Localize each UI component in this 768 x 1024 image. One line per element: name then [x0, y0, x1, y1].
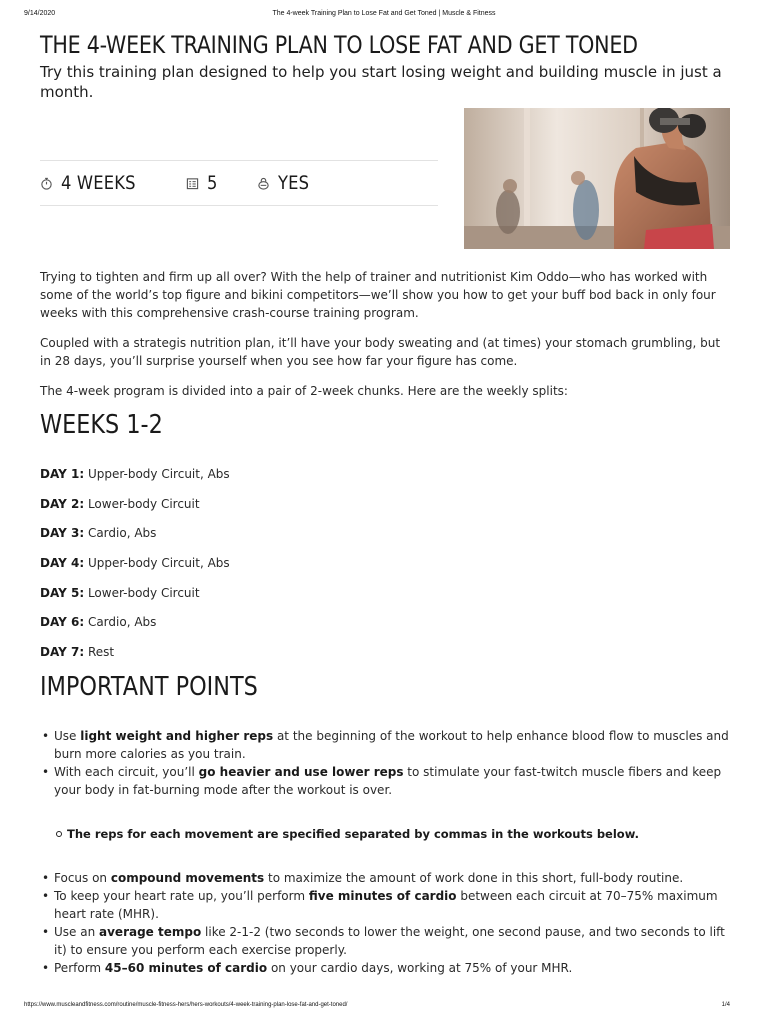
point-text: Use — [54, 729, 81, 743]
point-emphasis: five minutes of cardio — [308, 889, 457, 903]
point-text: Perform — [54, 961, 105, 975]
intro-paragraph-1: Trying to tighten and firm up all over? With the help of trainer and nutritionist Kim Oddo—who has worked with some of the world’s top figure and bikini competitors—we’ll show you how to get your buff bod back in only four weeks with this comprehensive crash-course training program. — [40, 270, 716, 320]
point-emphasis: average tempo — [99, 925, 202, 939]
point-emphasis: compound movements — [110, 871, 265, 885]
day-label: DAY 7: — [40, 645, 85, 660]
point-text: to maximize the amount of work done in this short, full-body routine. — [264, 871, 684, 885]
day-plan: Lower-body Circuit — [87, 496, 200, 511]
hero-image — [464, 108, 730, 249]
day-label: DAY 4: — [40, 556, 85, 571]
list-item — [40, 727, 730, 763]
day-label: DAY 5: — [40, 585, 85, 600]
intro-paragraph-3: The 4-week program is divided into a pair of 2-week chunks. Here are the weekly splits: — [40, 384, 568, 398]
workout-meta-bar — [40, 160, 438, 206]
day-row — [40, 643, 440, 673]
list-item — [40, 869, 730, 887]
meta-days-value: 5 — [206, 172, 218, 194]
point-text: To keep your heart rate up, you’ll perform — [54, 889, 309, 903]
list-item — [40, 763, 730, 799]
print-title: The 4-week Training Plan to Lose Fat and Get Toned | Muscle & Fitness — [272, 10, 496, 17]
point-emphasis: 45–60 minutes of cardio — [104, 961, 268, 975]
point-text: at the beginning of the workout to help enhance blood flow to muscles and burn more calories as you train. — [54, 729, 729, 761]
day-plan: Rest — [87, 645, 115, 660]
day-label: DAY 6: — [40, 615, 85, 630]
meta-days — [186, 172, 219, 194]
day-label: DAY 1: — [40, 467, 85, 481]
day-plan: Lower-body Circuit — [87, 585, 200, 600]
day-row — [40, 613, 440, 643]
list-item — [40, 887, 730, 923]
important-points-list — [40, 727, 730, 799]
hero-photo-illustration — [464, 108, 730, 249]
kettlebell-icon — [257, 177, 270, 190]
weekly-split-list — [40, 465, 440, 673]
weeks-heading: WEEKS 1-2 — [40, 410, 163, 440]
day-row — [40, 584, 440, 614]
meta-equipment-value: YES — [278, 172, 310, 194]
print-url: https://www.muscleandfitness.com/routine/muscle-fitness-hers/hers-workouts/4-week-training-plan-lose-fat-and-get-toned/ — [24, 1002, 348, 1008]
point-text: Use an — [54, 925, 100, 939]
circle-bullet-icon — [56, 831, 62, 837]
point-text: With each circuit, you’ll — [54, 765, 199, 779]
print-page-number: 1/4 — [721, 1002, 730, 1008]
meta-equipment — [257, 172, 314, 194]
day-plan: Cardio, Abs — [87, 615, 157, 630]
reps-note-text: The reps for each movement are specified separated by commas in the workouts below. — [67, 827, 639, 841]
point-emphasis: light weight and higher reps — [80, 729, 274, 743]
point-text: like 2-1-2 (two seconds to lower the weight, one second pause, and two seconds to lift it) to ensure you perform each exercise properly. — [54, 925, 725, 957]
important-points-list-continued — [40, 869, 730, 977]
print-header — [24, 10, 744, 22]
article-dek: Try this training plan designed to help you start losing weight and building muscle in just a month. — [40, 63, 722, 101]
intro-paragraph-2: Coupled with a strategis nutrition plan, it’ll have your body sweating and (at times) your stomach grumbling, but in 28 days, you’ll surprise yourself when you see how far your figure has come. — [40, 336, 721, 368]
reps-note — [56, 825, 727, 843]
stopwatch-icon — [40, 177, 53, 190]
meta-duration — [40, 172, 148, 194]
point-text: to stimulate your fast-twitch muscle fibers and keep your body in fat-burning mode after the workout is over. — [54, 765, 722, 797]
day-row — [40, 495, 440, 525]
print-date: 9/14/2020 — [24, 10, 56, 17]
day-row — [40, 465, 440, 495]
list-item — [40, 959, 730, 977]
day-row — [40, 524, 440, 554]
point-text: between each circuit at 70–75% maximum heart rate (MHR). — [54, 889, 718, 921]
list-item — [40, 923, 730, 959]
point-emphasis: go heavier and use lower reps — [198, 765, 404, 779]
day-plan: Upper-body Circuit, Abs — [87, 556, 230, 571]
important-points-heading: IMPORTANT POINTS — [40, 672, 258, 702]
meta-duration-value: 4 WEEKS — [61, 172, 136, 194]
calendar-icon — [186, 177, 199, 190]
day-label: DAY 3: — [40, 526, 85, 541]
point-text: Focus on — [54, 871, 111, 885]
point-text: on your cardio days, working at 75% of your MHR. — [267, 961, 573, 975]
article-headline: THE 4-WEEK TRAINING PLAN TO LOSE FAT AND GET TONED — [40, 31, 638, 59]
day-label: DAY 2: — [40, 496, 85, 511]
day-row — [40, 554, 440, 584]
day-plan: Upper-body Circuit, Abs — [87, 467, 230, 481]
day-plan: Cardio, Abs — [87, 526, 157, 541]
